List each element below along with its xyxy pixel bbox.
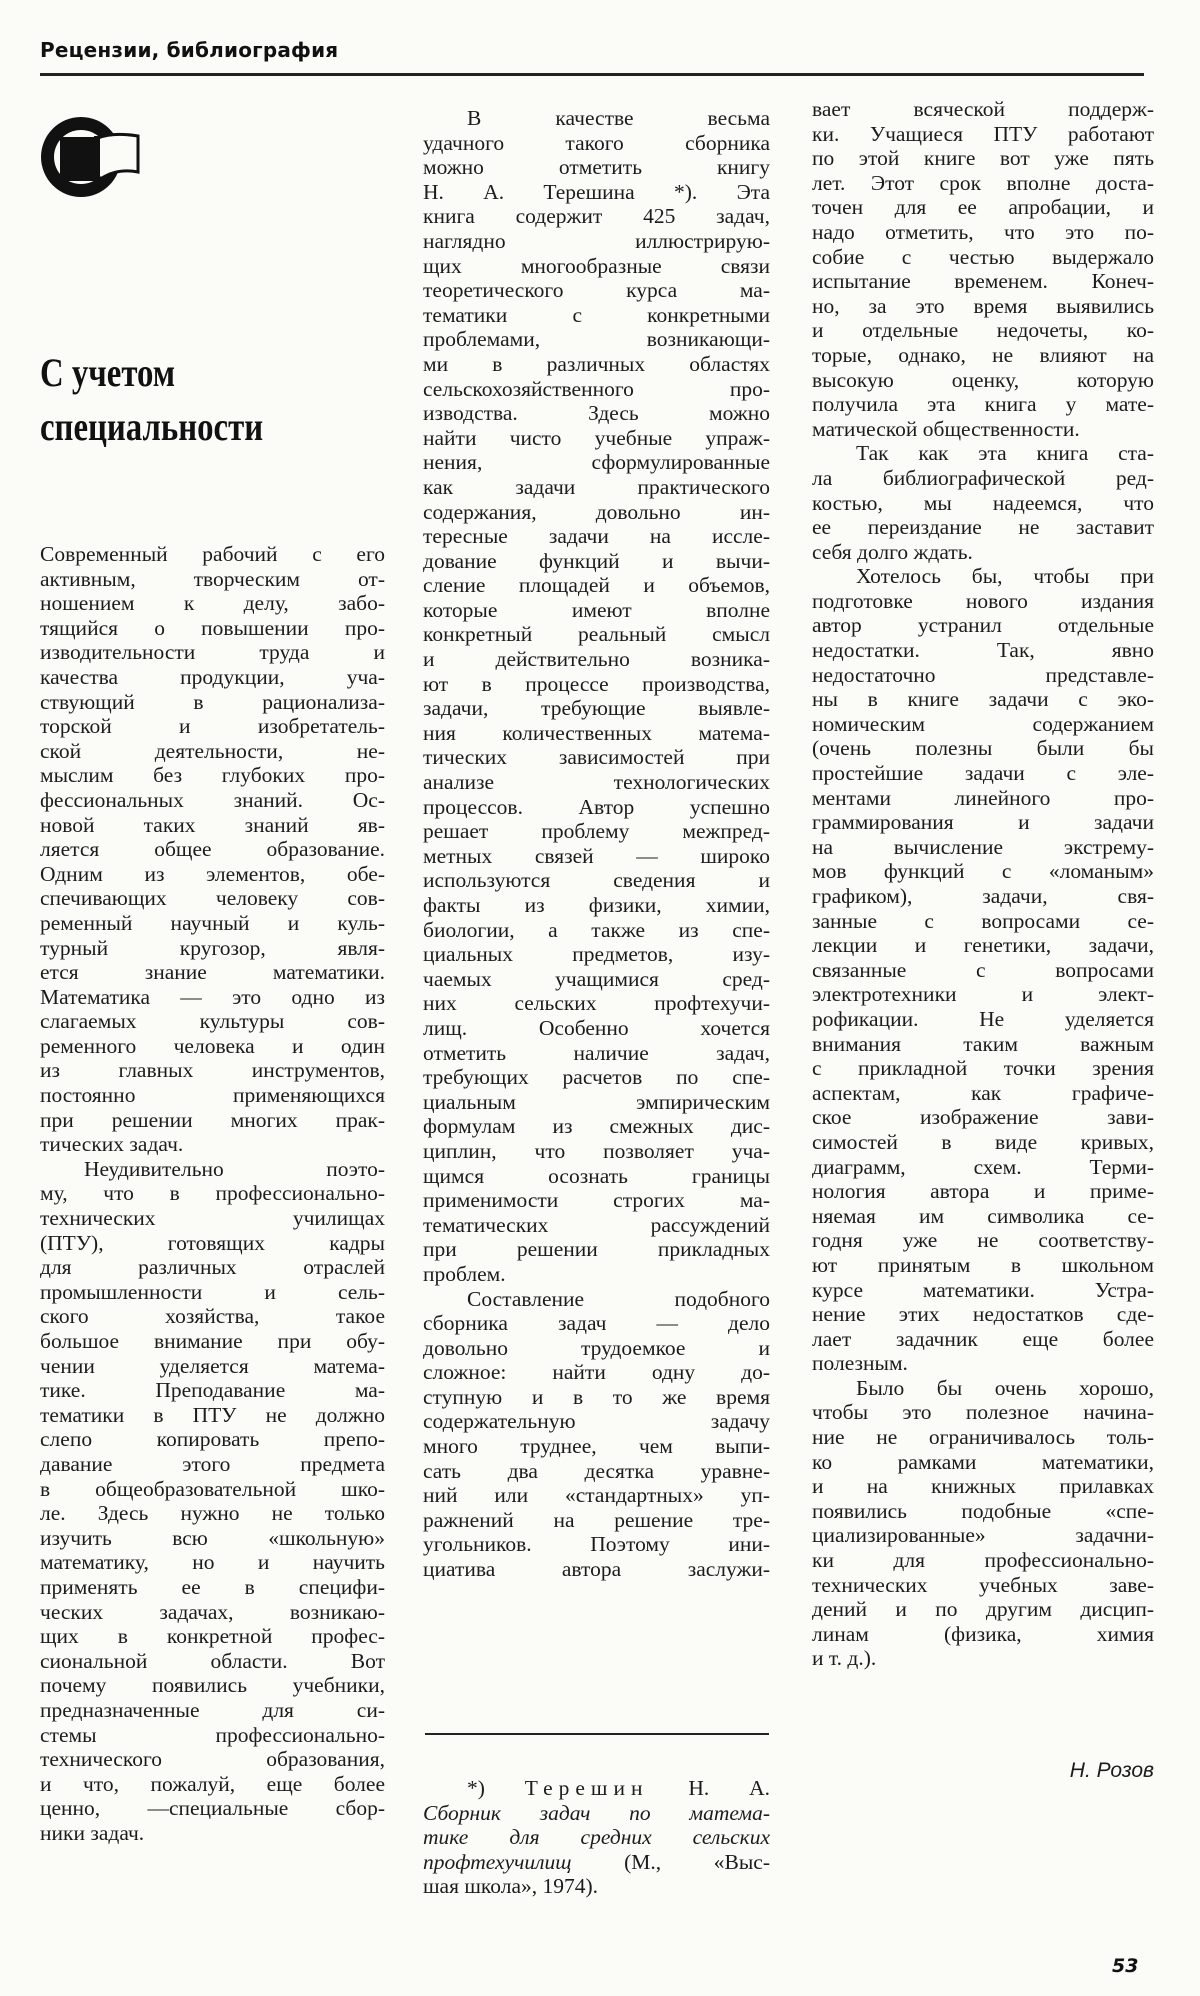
- footnote-title-line: профтехучилищ: [423, 1849, 572, 1874]
- title-line-2: специальности: [40, 404, 264, 449]
- text-column-2: [423, 106, 770, 1582]
- text-line: слепо копировать препо-: [40, 1427, 385, 1452]
- text-line: ской деятельности, не-: [40, 738, 385, 763]
- text-line: появились подобные «спе-: [812, 1498, 1154, 1523]
- footnote-marker: *): [467, 1776, 485, 1800]
- text-line: вает всяческой поддерж-: [812, 97, 1154, 121]
- text-line: ее переиздание не заставит: [812, 515, 1154, 540]
- text-line: (очень полезны были бы: [812, 736, 1154, 761]
- text-line: конкретный реальный смысл: [423, 622, 770, 647]
- footnote-author: Терешин: [524, 1776, 649, 1800]
- footnote-rule: [425, 1733, 769, 1735]
- text-line: проблем.: [423, 1261, 506, 1286]
- text-line: чаемых учащимися сред-: [423, 966, 770, 991]
- text-line: тических задач.: [40, 1132, 184, 1157]
- text-line: ники задач.: [40, 1820, 145, 1845]
- footnote-imprint: (М., «Выс-: [624, 1849, 771, 1874]
- text-column-3: [812, 97, 1154, 1671]
- footnote-title-line: тике для средних сельских: [423, 1825, 770, 1850]
- text-line: занные с вопросами се-: [812, 908, 1154, 933]
- text-line: много труднее, чем выпи-: [423, 1434, 770, 1459]
- section-rubric: Рецензии, библиография: [40, 38, 339, 62]
- text-line: активным, творческим от-: [40, 566, 385, 591]
- text-line: симостей в виде кривых,: [812, 1129, 1154, 1154]
- footnote-title-line: Сборник задач по матема-: [423, 1800, 770, 1825]
- text-line: годня уже не соответству-: [812, 1228, 1154, 1253]
- text-line: лищ. Особенно хочется: [423, 1015, 770, 1040]
- text-line: полезным.: [812, 1351, 908, 1376]
- text-line: тических зависимостей при: [423, 745, 770, 770]
- text-line: ского хозяйства, такое: [40, 1304, 385, 1329]
- text-line: чтобы это полезное начина-: [812, 1400, 1154, 1425]
- text-line: му, что в профессионально-: [40, 1181, 385, 1206]
- text-line: собие с честью выдержало: [812, 244, 1154, 269]
- text-line: теоретического курса ма-: [423, 278, 770, 303]
- text-line: ременный научный и куль-: [40, 910, 385, 935]
- text-line: которые имеют вполне: [423, 597, 770, 622]
- text-line: применимости строгих ма-: [423, 1188, 770, 1213]
- text-line: для различных отраслей: [40, 1255, 385, 1280]
- text-line: математику, но и научить: [40, 1550, 385, 1575]
- text-line: и т. д.).: [812, 1646, 877, 1671]
- text-line: мыслим без глубоких про-: [40, 763, 385, 788]
- text-line: связанные с вопросами: [812, 957, 1154, 982]
- text-line: предназначенные для си-: [40, 1697, 385, 1722]
- text-line: промышленности и сель-: [40, 1279, 385, 1304]
- text-line: мов функций с «ломаным»: [812, 859, 1154, 884]
- text-line: как задачи практического: [423, 474, 770, 499]
- text-line: и действительно возника-: [423, 647, 770, 672]
- text-line: Н. А. Терешина *). Эта: [423, 179, 770, 204]
- text-line: аспектам, как графиче-: [812, 1080, 1154, 1105]
- text-line: ки для профессионально-: [812, 1548, 1154, 1573]
- text-line: торской и изобретатель-: [40, 714, 385, 739]
- text-line: испытание временем. Конеч-: [812, 269, 1154, 294]
- text-line: при решении многих прак-: [40, 1107, 385, 1132]
- text-line: спечивающих человеку сов-: [40, 886, 385, 911]
- text-line: ментами линейного про-: [812, 785, 1154, 810]
- text-line: ское изображение зави-: [812, 1105, 1154, 1130]
- text-line: тящийся о повышении про-: [40, 615, 385, 640]
- text-line: простейшие задачи с эле-: [812, 761, 1154, 786]
- text-line: стемы профессионально-: [40, 1722, 385, 1747]
- text-line: используются сведения и: [423, 868, 770, 893]
- text-line: в общеобразовательной шко-: [40, 1476, 385, 1501]
- text-line: и что, пожалуй, еще более: [40, 1771, 385, 1796]
- text-line: сление площадей и объемов,: [423, 573, 770, 598]
- text-line: ние не ограничивалось толь-: [812, 1425, 1154, 1450]
- text-line: качества продукции, уча-: [40, 664, 385, 689]
- text-line: технических учебных заве-: [812, 1572, 1154, 1597]
- text-line: подготовке нового издания: [812, 588, 1154, 613]
- text-line: удачного такого сборника: [423, 130, 770, 155]
- text-line: процессов. Автор успешно: [423, 794, 770, 819]
- text-line: тематических рассуждений: [423, 1212, 770, 1237]
- text-line: циплин, что позволяет уча-: [423, 1138, 770, 1163]
- text-line: ческих задачах, возникаю-: [40, 1599, 385, 1624]
- text-line: по этой книге вот уже пять: [812, 146, 1154, 171]
- text-line: сельскохозяйственного про-: [423, 376, 770, 401]
- text-line: получила эта книга у мате-: [812, 392, 1154, 417]
- text-line: тересные задачи на иссле-: [423, 524, 770, 549]
- text-line: ми в различных областях: [423, 351, 770, 376]
- text-line: давание этого предмета: [40, 1451, 385, 1476]
- text-line: большое внимание при обу-: [40, 1329, 385, 1353]
- text-line: щих в конкретной профес-: [40, 1624, 385, 1649]
- text-line: высокую оценку, которую: [812, 367, 1154, 392]
- text-line: лекции и генетики, задачи,: [812, 933, 1154, 958]
- text-line: ко рамками математики,: [812, 1449, 1154, 1474]
- text-line: биологии, а также из спе-: [423, 917, 770, 942]
- footnote-imprint-last: шая школа», 1974).: [423, 1874, 599, 1899]
- text-line: ле. Здесь нужно не только: [40, 1501, 385, 1526]
- text-line: недостаточно представле-: [812, 662, 1154, 687]
- text-line: номическим содержанием: [812, 711, 1154, 736]
- text-line: внимания таким важным: [812, 1031, 1154, 1056]
- text-line: отметить наличие задач,: [423, 1040, 770, 1065]
- text-line: ла библиографической ред-: [812, 465, 1154, 490]
- text-line: Математика — это одно из: [40, 984, 385, 1009]
- text-line: щимся осознать границы: [423, 1163, 770, 1188]
- text-line: формулам из смежных дис-: [423, 1114, 770, 1139]
- text-line: постоянно применяющихся: [40, 1083, 385, 1108]
- text-line: няемая им символика се-: [812, 1203, 1154, 1228]
- text-line: курсе математики. Устра-: [812, 1277, 1154, 1302]
- text-line: ражнений на решение тре-: [423, 1507, 770, 1532]
- text-line: Современный рабочий с его: [40, 542, 385, 566]
- text-line: технических училищах: [40, 1206, 385, 1231]
- page-number: 53: [1112, 1955, 1139, 1977]
- text-line: решает проблему межпред-: [423, 819, 770, 844]
- text-line: сложное: найти одну до-: [423, 1360, 770, 1385]
- text-line: ценно, —специальные сбор-: [40, 1796, 385, 1821]
- text-line: себя долго ждать.: [812, 539, 973, 564]
- text-line: торые, однако, не влияют на: [812, 342, 1154, 367]
- text-line: при решении прикладных: [423, 1237, 770, 1262]
- text-line: почему появились учебники,: [40, 1673, 385, 1698]
- footnote-line: [423, 1850, 770, 1875]
- text-line: фессиональных знаний. Ос-: [40, 787, 385, 812]
- review-emblem-icon: [38, 112, 142, 198]
- text-line: циальных предметов, изу-: [423, 942, 770, 967]
- text-line: лает задачник еще более: [812, 1326, 1154, 1351]
- text-line: чении уделяется матема-: [40, 1353, 385, 1378]
- text-line: с прикладной точки зрения: [812, 1056, 1154, 1081]
- text-line: тематики в ПТУ не должно: [40, 1402, 385, 1427]
- article-title: [40, 346, 263, 454]
- text-line: граммирования и задачи: [812, 810, 1154, 835]
- text-line: электротехники и элект-: [812, 982, 1154, 1007]
- text-line: ляется общее образование.: [40, 837, 385, 862]
- text-line: ны в книге задачи с эко-: [812, 687, 1154, 712]
- text-line: Неудивительно поэто-: [84, 1156, 385, 1181]
- text-line: точен для ее апробации, и: [812, 195, 1154, 220]
- text-line: костью, мы надеемся, что: [812, 490, 1154, 515]
- text-line: из главных инструментов,: [40, 1058, 385, 1083]
- text-line: анализе технологических: [423, 770, 770, 795]
- text-line: угольников. Поэтому ини-: [423, 1532, 770, 1557]
- text-line: довольно трудоемкое и: [423, 1335, 770, 1360]
- author-signature: Н. Розов: [1069, 1759, 1154, 1782]
- text-line: Было бы очень хорошо,: [856, 1375, 1154, 1400]
- text-line: изводства. Здесь можно: [423, 401, 770, 426]
- text-line: ствующий в рационализа-: [40, 689, 385, 714]
- text-line: турный кругозор, явля-: [40, 935, 385, 960]
- text-line: изучить всю «школьную»: [40, 1525, 385, 1550]
- text-line: (ПТУ), готовящих кадры: [40, 1230, 385, 1255]
- footnote-line: [423, 1776, 770, 1801]
- text-line: ступную и в то же время: [423, 1384, 770, 1409]
- title-line-1: С учетом: [40, 350, 176, 395]
- text-line: них сельских профтехучи-: [423, 991, 770, 1016]
- text-line: факты из физики, химии,: [423, 893, 770, 917]
- text-line: нение этих недостатков сде-: [812, 1302, 1154, 1327]
- text-line: Хотелось бы, чтобы при: [856, 564, 1154, 589]
- text-line: рофикации. Не уделяется: [812, 1006, 1154, 1031]
- text-line: циальным эмпирическим: [423, 1089, 770, 1114]
- text-line: сать два десятка уравне-: [423, 1458, 770, 1483]
- text-line: лет. Этот срок вполне доста-: [812, 170, 1154, 195]
- text-line: тике. Преподавание ма-: [40, 1378, 385, 1403]
- text-line: метных связей — широко: [423, 843, 770, 868]
- text-line: матической общественности.: [812, 416, 1080, 441]
- text-line: сиональной области. Вот: [40, 1648, 385, 1673]
- text-line: щих многообразные связи: [423, 253, 770, 278]
- text-line: нения, сформулированные: [423, 450, 770, 475]
- footnote-initials: Н. А.: [688, 1776, 771, 1800]
- text-line: недостатки. Так, явно: [812, 638, 1154, 663]
- text-line: проблемами, возникающи-: [423, 327, 770, 352]
- text-line: и на книжных прилавках: [812, 1474, 1154, 1499]
- text-line: найти чисто учебные упраж-: [423, 425, 770, 450]
- text-line: нология автора и приме-: [812, 1179, 1154, 1204]
- text-line: требующих расчетов по спе-: [423, 1065, 770, 1090]
- text-line: и отдельные недочеты, ко-: [812, 318, 1154, 343]
- text-line: книга содержит 425 задач,: [423, 204, 770, 229]
- text-line: ния количественных матема-: [423, 720, 770, 745]
- text-line: ки. Учащиеся ПТУ работают: [812, 121, 1154, 146]
- text-line: но, за это время выявились: [812, 293, 1154, 318]
- text-line: циализированные» задачни-: [812, 1523, 1154, 1548]
- text-line: тематики с конкретными: [423, 302, 770, 327]
- text-line: линам (физика, химия: [812, 1621, 1154, 1646]
- text-line: автор устранил отдельные: [812, 613, 1154, 638]
- text-line: применять ее в специфи-: [40, 1574, 385, 1599]
- text-line: наглядно иллюстрирую-: [423, 228, 770, 253]
- header-rule: [40, 73, 1144, 76]
- text-line: циатива автора заслужи-: [423, 1557, 770, 1582]
- text-line: дений и по другим дисцип-: [812, 1597, 1154, 1622]
- text-line: ют принятым в школьном: [812, 1252, 1154, 1277]
- text-line: Одним из элементов, обе-: [40, 861, 385, 886]
- text-line: технического образования,: [40, 1747, 385, 1772]
- text-line: ношением к делу, забо-: [40, 591, 385, 616]
- text-line: дование функций и вычи-: [423, 548, 770, 573]
- text-line: можно отметить книгу: [423, 155, 770, 180]
- text-line: ют в процессе производства,: [423, 671, 770, 696]
- text-line: ется знание математики.: [40, 960, 385, 985]
- text-line: содержания, довольно ин-: [423, 499, 770, 524]
- text-line: ременного человека и один: [40, 1033, 385, 1058]
- text-line: задачи, требующие выявле-: [423, 696, 770, 721]
- text-line: Так как эта книга ста-: [856, 441, 1154, 466]
- footnote: [423, 1776, 770, 1899]
- text-line: новой таких знаний яв-: [40, 812, 385, 837]
- text-line: графиком), задачи, свя-: [812, 884, 1154, 908]
- text-line: ний или «стандартных» уп-: [423, 1483, 770, 1508]
- text-line: содержательную задачу: [423, 1409, 770, 1434]
- text-line: Составление подобного: [467, 1286, 770, 1311]
- text-line: сборника задач — дело: [423, 1311, 770, 1336]
- text-column-1: [40, 542, 385, 1845]
- text-line: диаграмм, схем. Терми-: [812, 1154, 1154, 1179]
- text-line: надо отметить, что это по-: [812, 219, 1154, 244]
- text-line: В качестве весьма: [467, 106, 770, 130]
- text-line: изводительности труда и: [40, 640, 385, 665]
- text-line: на вычисление экстрему-: [812, 834, 1154, 859]
- text-line: слагаемых культуры сов-: [40, 1009, 385, 1034]
